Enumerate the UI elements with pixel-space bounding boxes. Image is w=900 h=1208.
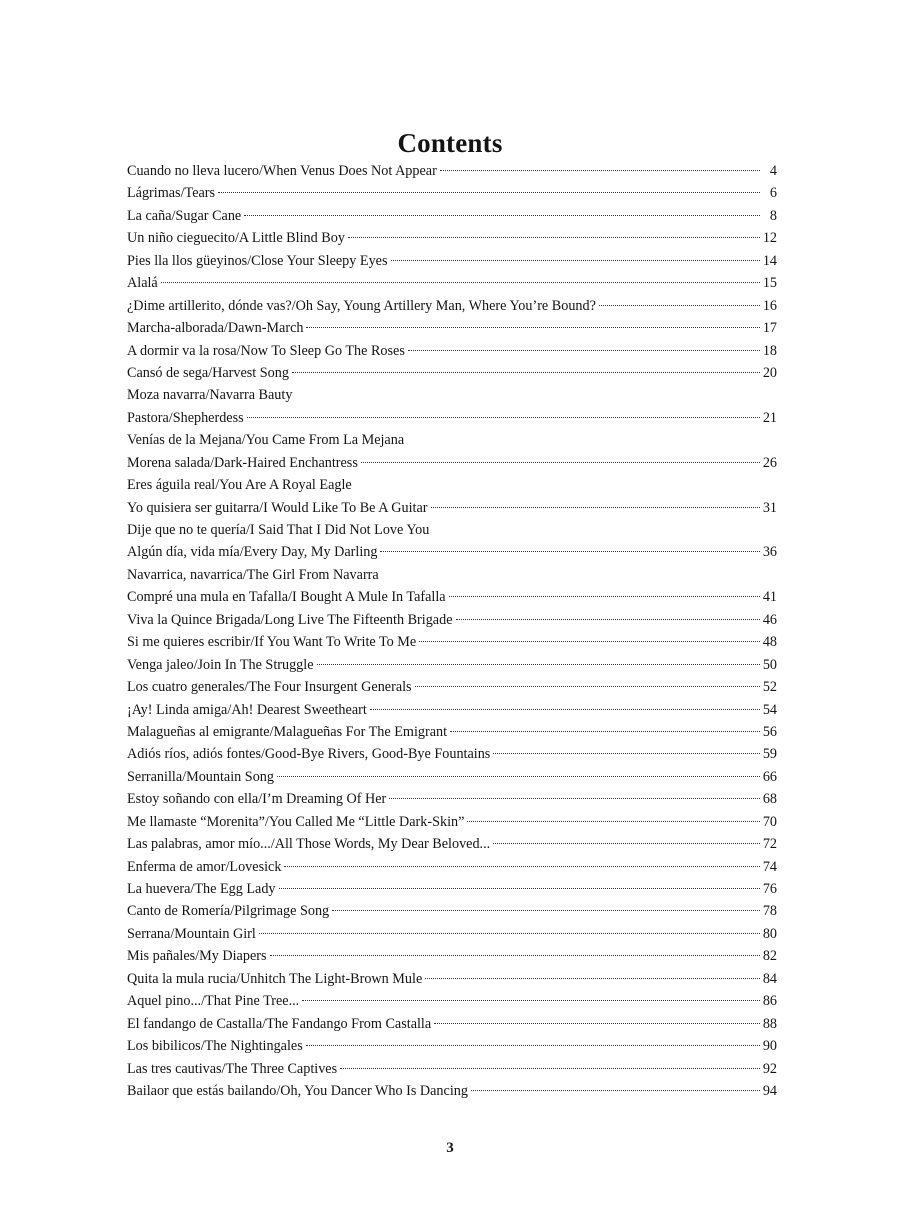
toc-entry [127, 923, 777, 945]
dot-leader [467, 821, 759, 822]
toc-entry-page: 14 [762, 252, 777, 269]
toc-entry [127, 788, 777, 810]
toc-entry [127, 699, 777, 721]
toc-entry-page: 15 [762, 275, 777, 292]
dot-leader [161, 282, 760, 283]
dot-leader [391, 260, 760, 261]
toc-entry [127, 1013, 777, 1035]
toc-entry-title: Lágrimas/Tears [127, 185, 216, 202]
toc-entry-page: 12 [762, 230, 777, 247]
toc-entry-title: ¡Ay! Linda amiga/Ah! Dearest Sweetheart [127, 701, 367, 718]
toc-entry-page: 54 [762, 701, 777, 718]
toc-entry [127, 182, 777, 204]
toc-entry [127, 811, 777, 833]
toc-entry-title: ¿Dime artillerito, dónde vas?/Oh Say, Young Artillery Man, Where You’re Bound? [127, 297, 596, 314]
toc-entry-title: Canto de Romería/Pilgrimage Song [127, 903, 330, 920]
toc-entry [127, 519, 777, 541]
dot-leader [440, 170, 760, 171]
dot-leader [361, 462, 760, 463]
toc-entry-page: 52 [762, 679, 777, 696]
toc-entry-page: 72 [762, 836, 777, 853]
toc-entry [127, 205, 777, 227]
toc-entry [127, 586, 777, 608]
dot-leader [279, 888, 760, 889]
dot-leader [244, 215, 760, 216]
toc-entry-title: Los bibilicos/The Nightingales [127, 1038, 303, 1055]
toc-entry-title: Marcha-alborada/Dawn-March [127, 320, 304, 337]
toc-entry-title: Compré una mula en Tafalla/I Bought A Mule In Tafalla [127, 589, 446, 606]
dot-leader [419, 641, 760, 642]
toc-entry [127, 631, 777, 653]
toc-entry-title: Malagueñas al emigrante/Malagueñas For The Emigrant [127, 723, 448, 740]
dot-leader [270, 955, 760, 956]
toc-entry [127, 990, 777, 1012]
toc-entry-page: 18 [762, 342, 777, 359]
toc-entry [127, 900, 777, 922]
toc-entry-title: Serrana/Mountain Girl [127, 925, 256, 942]
toc-entry-title: Serranilla/Mountain Song [127, 768, 274, 785]
toc-entry [127, 833, 777, 855]
toc-entry [127, 407, 777, 429]
dot-leader [284, 866, 759, 867]
page-title: Contents [397, 128, 503, 159]
toc-entry [127, 295, 777, 317]
toc-entry-title: Aquel pino.../That Pine Tree... [127, 993, 300, 1010]
toc-entry [127, 609, 777, 631]
dot-leader [292, 372, 760, 373]
toc-entry-title: A dormir va la rosa/Now To Sleep Go The Roses [127, 342, 405, 359]
toc-entry [127, 564, 777, 586]
dot-leader [380, 551, 759, 552]
toc-entry [127, 317, 777, 339]
toc-entry [127, 654, 777, 676]
dot-leader [218, 192, 760, 193]
toc-entry [127, 856, 777, 878]
toc-entry-title: Me llamaste “Morenita”/You Called Me “Little Dark-Skin” [127, 813, 465, 830]
toc-entry [127, 878, 777, 900]
toc-entry-title: Mis pañales/My Diapers [127, 948, 267, 965]
toc-entry [127, 1058, 777, 1080]
toc-entry [127, 968, 777, 990]
dot-leader [434, 1023, 760, 1024]
toc-entry-title: Los cuatro generales/The Four Insurgent Generals [127, 679, 412, 696]
toc-entry-title: El fandango de Castalla/The Fandango From Castalla [127, 1015, 432, 1032]
toc-entry-title: Venga jaleo/Join In The Struggle [127, 656, 314, 673]
toc-entry [127, 250, 777, 272]
toc-entry-page: 31 [762, 499, 777, 516]
dot-leader [340, 1068, 760, 1069]
page-number: 3 [446, 1140, 454, 1156]
toc-entry-page: 90 [762, 1038, 777, 1055]
dot-leader [348, 237, 760, 238]
toc-entry [127, 160, 777, 182]
toc-entry-title: Las palabras, amor mío.../All Those Words, My Dear Beloved... [127, 836, 491, 853]
toc-entry-page: 68 [762, 791, 777, 808]
toc-entry-title: Alalá [127, 275, 158, 292]
toc-entry-title: Bailaor que estás bailando/Oh, You Dancer Who Is Dancing [127, 1082, 468, 1099]
table-of-contents [127, 160, 777, 1102]
dot-leader [259, 933, 760, 934]
toc-entry-title: Venías de la Mejana/You Came From La Mejana [127, 432, 405, 449]
dot-leader [302, 1000, 760, 1001]
toc-entry [127, 497, 777, 519]
dot-leader [450, 731, 760, 732]
toc-entry-page: 70 [762, 813, 777, 830]
toc-entry-page: 16 [762, 297, 777, 314]
dot-leader [599, 305, 760, 306]
toc-entry-title: La caña/Sugar Cane [127, 207, 242, 224]
toc-entry-title: Pies lla llos güeyinos/Close Your Sleepy Eyes [127, 252, 388, 269]
dot-leader [277, 776, 760, 777]
toc-entry-page: 88 [762, 1015, 777, 1032]
toc-entry-title: Las tres cautivas/The Three Captives [127, 1060, 338, 1077]
toc-entry-title: Enferma de amor/Lovesick [127, 858, 282, 875]
toc-entry [127, 340, 777, 362]
toc-entry [127, 541, 777, 563]
toc-entry-page: 41 [762, 589, 777, 606]
dot-leader [431, 507, 760, 508]
toc-entry [127, 945, 777, 967]
toc-entry-page: 92 [762, 1060, 777, 1077]
toc-entry [127, 721, 777, 743]
toc-entry-title: Viva la Quince Brigada/Long Live The Fifteenth Brigade [127, 611, 453, 628]
toc-entry-title: Cuando no lleva lucero/When Venus Does Not Appear [127, 163, 437, 179]
toc-entry [127, 766, 777, 788]
toc-entry-title: Adiós ríos, adiós fontes/Good-Bye Rivers, Good-Bye Fountains [127, 746, 491, 763]
dot-leader [415, 686, 760, 687]
toc-entry-page: 74 [762, 858, 777, 875]
dot-leader [306, 1045, 760, 1046]
toc-entry-page: 8 [769, 207, 777, 224]
dot-leader [332, 910, 760, 911]
toc-entry-title: Quita la mula rucia/Unhitch The Light-Brown Mule [127, 970, 423, 987]
dot-leader [370, 709, 760, 710]
toc-entry-page: 82 [762, 948, 777, 965]
toc-entry [127, 272, 777, 294]
toc-entry-page: 66 [762, 768, 777, 785]
toc-entry-page: 59 [762, 746, 777, 763]
toc-entry-page: 78 [762, 903, 777, 920]
toc-entry [127, 227, 777, 249]
toc-entry-title: Dije que no te quería/I Said That I Did Not Love You [127, 522, 430, 538]
dot-leader [456, 619, 760, 620]
dot-leader [317, 664, 760, 665]
toc-entry-page: 80 [762, 925, 777, 942]
dot-leader [493, 753, 759, 754]
toc-entry-page: 21 [762, 409, 777, 426]
dot-leader [449, 596, 760, 597]
toc-entry-page: 56 [762, 723, 777, 740]
toc-entry-page: 50 [762, 656, 777, 673]
toc-entry-page: 36 [762, 544, 777, 561]
toc-entry-page: 6 [769, 185, 777, 202]
dot-leader [306, 327, 759, 328]
toc-entry-title: Algún día, vida mía/Every Day, My Darling [127, 544, 378, 561]
toc-entry [127, 743, 777, 765]
toc-entry-title: Navarrica, navarrica/The Girl From Navarra [127, 566, 379, 583]
toc-entry-title: Estoy soñando con ella/I’m Dreaming Of Her [127, 791, 387, 808]
dot-leader [471, 1090, 760, 1091]
toc-entry-page: 48 [762, 634, 777, 651]
toc-entry-page: 86 [762, 993, 777, 1010]
toc-entry-page: 46 [762, 611, 777, 628]
toc-entry-page: 20 [762, 364, 777, 381]
toc-entry-title: Cansó de sega/Harvest Song [127, 364, 289, 381]
toc-entry-page: 76 [762, 881, 777, 897]
dot-leader [425, 978, 760, 979]
toc-entry-page: 84 [762, 970, 777, 987]
toc-entry [127, 384, 777, 406]
toc-entry [127, 676, 777, 698]
toc-entry [127, 429, 777, 451]
toc-entry-title: La huevera/The Egg Lady [127, 881, 276, 897]
toc-entry-title: Morena salada/Dark-Haired Enchantress [127, 454, 358, 471]
toc-entry-page: 17 [762, 320, 777, 337]
toc-entry-title: Un niño cieguecito/A Little Blind Boy [127, 230, 345, 247]
dot-leader [408, 350, 760, 351]
toc-entry [127, 362, 777, 384]
toc-entry-title: Yo quisiera ser guitarra/I Would Like To Be A Guitar [127, 499, 428, 516]
toc-entry-title: Moza navarra/Navarra Bauty [127, 387, 293, 404]
toc-entry [127, 1035, 777, 1057]
toc-entry [127, 474, 777, 496]
dot-leader [389, 798, 760, 799]
toc-entry-title: Pastora/Shepherdess [127, 409, 244, 426]
toc-entry-page: 26 [762, 454, 777, 471]
dot-leader [493, 843, 760, 844]
toc-entry-page: 4 [769, 163, 777, 179]
toc-entry [127, 452, 777, 474]
toc-entry [127, 1080, 777, 1102]
toc-entry-title: Eres águila real/You Are A Royal Eagle [127, 477, 352, 494]
toc-entry-page: 94 [762, 1082, 777, 1099]
toc-entry-title: Si me quieres escribir/If You Want To Write To Me [127, 634, 417, 651]
dot-leader [247, 417, 760, 418]
